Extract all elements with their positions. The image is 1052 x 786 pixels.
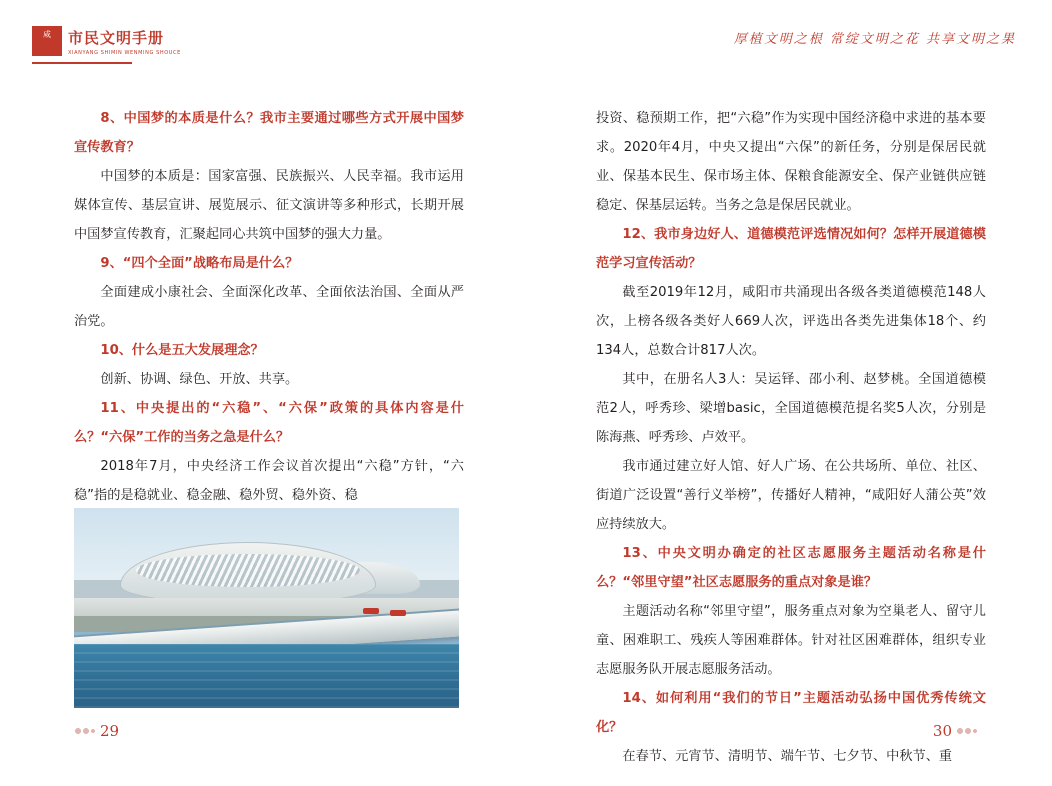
question-heading: 9、“四个全面”战略布局是什么？ [100,256,299,271]
photo-car [363,608,379,614]
question-heading: 13、中央文明办确定的社区志愿服务主题活动名称是什么？“邻里守望”社区志愿服务的重点对象是谁？ [596,546,986,590]
answer-paragraph: 在春节、元宵节、清明节、端午节、七夕节、中秋节、重 [622,749,953,764]
answer-paragraph: 全面建成小康社会、全面深化改革、全面依法治国、全面从严治党。 [74,285,464,329]
brand-title: 市民文明手册 [68,28,165,47]
question-heading: 14、如何利用“我们的节日”主题活动弘扬中国优秀传统文化？ [596,691,986,735]
question-heading: 11、中央提出的“六稳”、“六保”政策的具体内容是什么？“六保”工作的当务之急是什么？ [74,401,464,445]
answer-paragraph: 2018年7月，中央经济工作会议首次提出“六稳”方针，“六稳”指的是稳就业、稳金融、稳外贸、稳外资、稳 [74,459,464,503]
question-heading: 8、中国梦的本质是什么？我市主要通过哪些方式开展中国梦宣传教育？ [74,111,464,155]
stadium-riverside-photo [74,508,459,708]
answer-paragraph: 中国梦的本质是：国家富强、民族振兴、人民幸福。我市运用媒体宣传、基层宣讲、展览展示、征文演讲等多种形式，长期开展中国梦宣传教育，汇聚起同心共筑中国梦的强大力量。 [74,169,464,242]
question-heading: 10、什么是五大发展理念？ [100,343,264,358]
brand-logo [32,26,181,56]
answer-paragraph: 我市通过建立好人馆、好人广场、在公共场所、单位、社区、街道广泛设置“善行义举榜”，传播好人精神，“咸阳好人蒲公英”效应持续放大。 [596,459,986,532]
brand-subtitle: XIANYANG SHIMIN WENMING SHOUCE [68,49,181,56]
page-number-right [933,722,978,740]
answer-continuation: 投资、稳预期工作，把“六稳”作为实现中国经济稳中求进的基本要求。2020年4月，中央又提出“六保”的新任务，分别是保居民就业、保基本民生、保市场主体、保粮食能源安全、保产业链供应链稳定、保基层运转。当务之急是保居民就业。 [596,111,986,213]
answer-paragraph: 创新、协调、绿色、开放、共享。 [100,372,299,387]
photo-car [390,610,406,616]
left-column [74,104,464,510]
ornament-icon [74,726,96,736]
seal-icon: 咸 [32,26,62,56]
question-heading: 12、我市身边好人、道德模范评选情况如何？怎样开展道德模范学习宣传活动？ [596,227,986,271]
brand-text [68,27,181,56]
page-header [0,0,1052,84]
answer-paragraph: 截至2019年12月，咸阳市共涌现出各级各类道德模范148人次，上榜各级各类好人669人次，评选出各类先进集体18个、约134人，总数合计817人次。 [596,285,986,358]
ornament-icon [956,726,978,736]
right-column [596,104,986,771]
page-number-value: 30 [932,722,952,740]
photo-water [74,644,459,708]
answer-paragraph: 主题活动名称“邻里守望”，服务重点对象为空巢老人、留守儿童、困难职工、残疾人等困难群体。针对社区困难群体，组织专业志愿服务队开展志愿服务活动。 [596,604,986,677]
page-number-value: 29 [100,722,120,740]
page-number-left [74,722,119,740]
answer-paragraph: 其中，在册名人3人：吴运铎、邵小利、赵梦桃。全国道德模范2人，呼秀珍、梁增basic，全国道德模范提名奖5人次，分别是陈海燕、呼秀珍、卢效平。 [596,372,986,445]
header-slogan: 厚植文明之根 常绽文明之花 共享文明之果 [733,32,1016,47]
header-divider [32,62,132,64]
